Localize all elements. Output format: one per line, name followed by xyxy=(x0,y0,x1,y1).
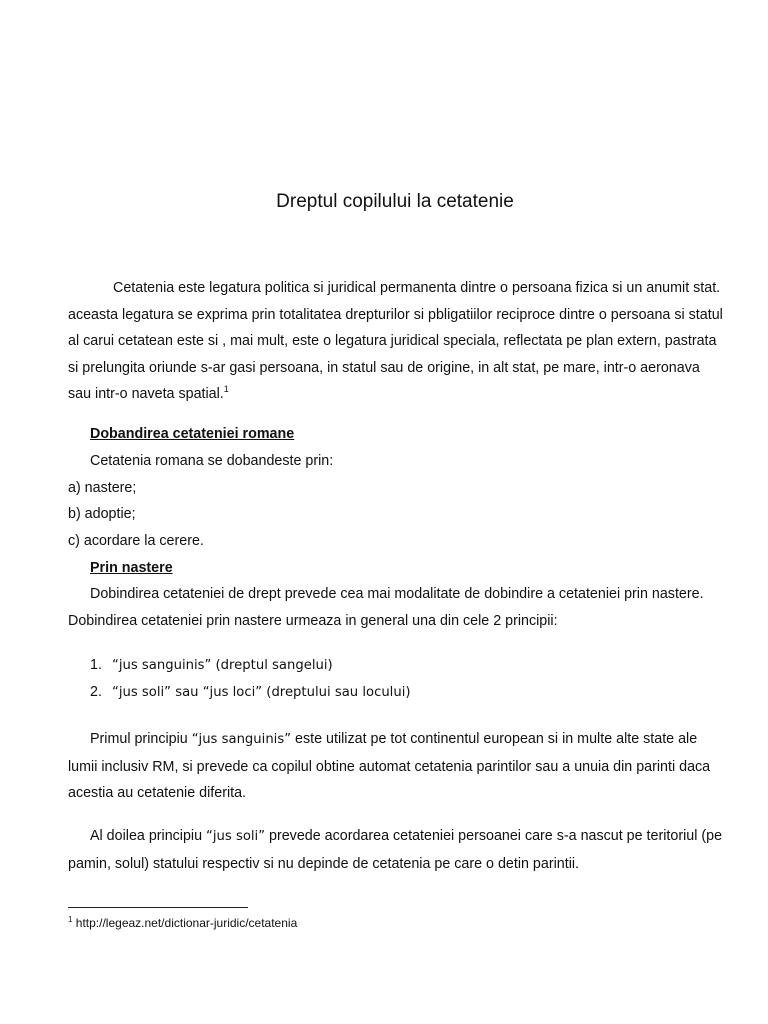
footnote-link[interactable]: http://legeaz.net/dictionar-juridic/cetatenia xyxy=(72,916,298,930)
prin-nastere-paragraph: Dobindirea cetateniei de drept prevede cea mai modalitate de dobindire a cetateniei prin nastere. Dobindirea cetateniei prin nastere urmeaza in general una din cele 2 principii: xyxy=(68,586,704,629)
intro-paragraph xyxy=(68,275,723,408)
document-title: Dreptul copilului la cetatenie xyxy=(276,191,514,212)
list-item-adoptie: b) adoptie; xyxy=(68,506,136,522)
footnote xyxy=(68,915,297,931)
term-jus-soli: “jus soli” xyxy=(206,829,266,844)
paragraph-text: prevede acordarea cetateniei persoanei care s-a nascut pe teritoriul (pe pamin, solul) statului respectiv si nu depinde de cetatenia pe care o detin parintii. xyxy=(68,828,723,872)
principle-text: “jus sanguinis” (dreptul sangelui) xyxy=(112,658,333,673)
jus-soli-paragraph xyxy=(68,823,723,877)
section-lead: Cetatenia romana se dobandeste prin: xyxy=(90,453,334,469)
principle-number: 2. xyxy=(90,684,102,700)
jus-sanguinis-paragraph xyxy=(68,726,723,807)
intro-text: Cetatenia este legatura politica si juridical permanenta dintre o persoana fizica si un anumit stat. aceasta legatura se exprima prin totalitatea drepturilor si pbligatiilor reciproce dintre o persoana si statul al carui cetatean este si , mai mult, este o legatura juridical speciala, reflectata pe plan extern, pastrata si prelungita oriunde s-ar gasi persoana, in statul sau de origine, in alt stat, pe mare, intr-o aeronava sau intr-o naveta spatial. xyxy=(68,280,723,402)
principle-number: 1. xyxy=(90,657,102,673)
list-item-nastere: a) nastere; xyxy=(68,480,137,496)
principle-item xyxy=(90,656,333,675)
paragraph-text: este utilizat pe tot continentul european si in multe alte state ale lumii inclusiv RM, si prevede ca copilul obtine automat cetatenia parintilor sau a unuia din parinti daca acestia au cetatenie diferita. xyxy=(68,731,711,801)
footnote-number: 1 xyxy=(68,915,73,924)
paragraph-text: Primul principiu xyxy=(90,731,192,747)
footnote-reference[interactable]: 1 xyxy=(223,384,229,395)
principle-item xyxy=(90,683,411,702)
section-heading-prin-nastere: Prin nastere xyxy=(90,560,173,576)
list-item-acordare: c) acordare la cerere. xyxy=(68,533,204,549)
section-heading-dobandirea: Dobandirea cetateniei romane xyxy=(90,426,295,442)
principle-text: “jus soli” sau “jus loci” (dreptului sau locului) xyxy=(112,685,411,700)
footnote-divider xyxy=(68,907,248,908)
term-jus-sanguinis: “jus sanguinis” xyxy=(191,732,292,747)
paragraph-text: Al doilea principiu xyxy=(90,828,207,844)
